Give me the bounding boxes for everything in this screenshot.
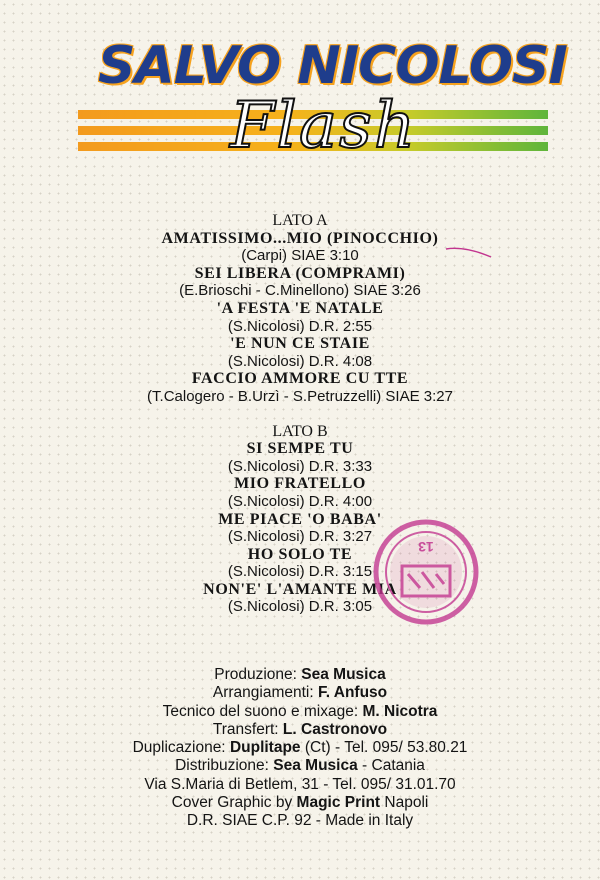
credit-duplication: Duplicazione: Duplitape (Ct) - Tel. 095/ 53.80.21 [132,739,468,757]
credit-production: Produzione: Sea Musica [214,666,386,683]
stamp-number: 13 [418,539,434,555]
track-credit: (S.Nicolosi) D.R. 2:55 [227,317,373,335]
credit-footer: D.R. SIAE C.P. 92 - Made in Italy [186,812,414,830]
tracklist [0,212,600,616]
side-a-label: LATO A [272,212,328,229]
track-title: MIO FRATELLO [234,475,366,493]
track-credit: (Carpi) SIAE 3:10 [241,247,359,265]
track-credit: (S.Nicolosi) D.R. 4:08 [227,352,373,370]
track-credit: (S.Nicolosi) D.R. 3:15 [227,563,373,581]
track-title: NON'E' L'AMANTE MIA [203,580,397,598]
credit-cover: Cover Graphic by Magic Print Napoli [171,794,429,812]
track-title: 'A FESTA 'E NATALE [216,299,384,317]
track-title: 'E NUN CE STAIE [230,335,370,353]
track-title: ME PIACE 'O BABA' [218,510,382,528]
track-title: SEI LIBERA (COMPRAMI) [194,264,406,282]
artist-name: SALVO NICOLOSI [98,36,567,96]
siae-stamp [372,518,480,626]
track-credit: (S.Nicolosi) D.R. 3:33 [227,457,373,475]
album-logo [70,30,567,180]
credit-transfer: Transfert: L. Castronovo [212,720,388,738]
album-title: Flash [230,89,418,163]
credit-address: Via S.Maria di Betlem, 31 - Tel. 095/ 31.01.70 [144,775,456,793]
credit-distribution: Distribuzione: Sea Musica - Catania [175,757,425,775]
credit-sound: Tecnico del suono e mixage: M. Nicotra [162,702,438,720]
track-title: AMATISSIMO...MIO (PINOCCHIO) [161,229,439,247]
track-title: SI SEMPE TU [246,440,354,458]
track-credit: (S.Nicolosi) D.R. 3:05 [227,598,373,616]
track-title: FACCIO AMMORE CU TTE [191,370,409,388]
track-credit: (E.Brioschi - C.Minellono) SIAE 3:26 [179,282,421,300]
track-credit: (S.Nicolosi) D.R. 4:00 [227,492,373,510]
track-credit: (S.Nicolosi) D.R. 3:27 [227,528,373,546]
credit-arrangements: Arrangiamenti: F. Anfuso [212,684,388,702]
production-credits [0,666,600,831]
track-title: HO SOLO TE [247,545,353,563]
track-credit: (T.Calogero - B.Urzì - S.Petruzzelli) SIAE 3:27 [147,387,453,405]
side-b-label: LATO B [272,422,328,440]
